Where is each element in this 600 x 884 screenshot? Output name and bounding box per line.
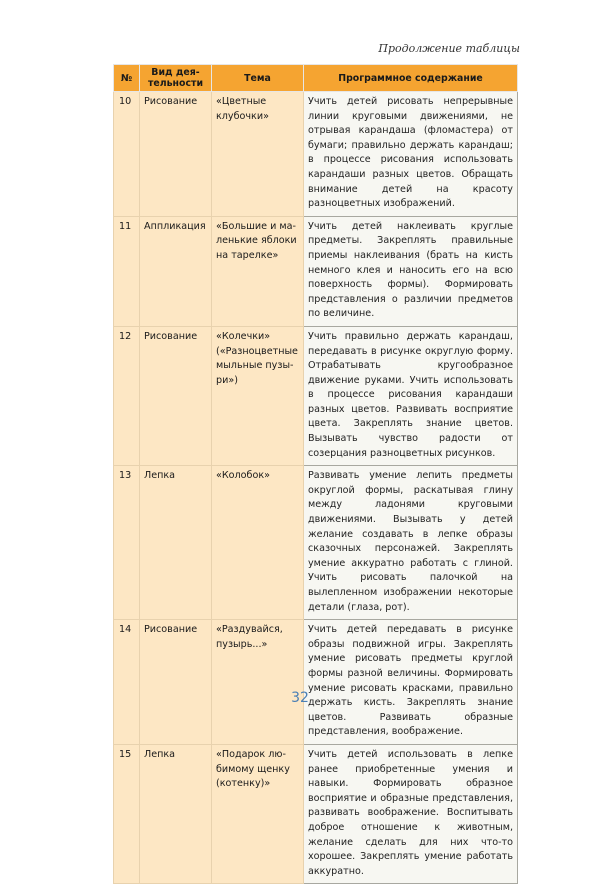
table-row — [114, 466, 518, 620]
row-content: Учить детей рисовать непрерывные линии круговыми движениями, не отрывая карандаша (фломастера) от бумаги; правильно держать карандаш; в процессе рисования использовать карандаши разных цветов. Обращать внимание детей на красоту разноцветных изображений. — [304, 92, 518, 217]
row-theme: «Колечки» («Разноцветные мыльные пузы- ри») — [212, 326, 304, 465]
row-content: Учить детей использовать в лепке ранее приобретенные умения и навыки. Формировать образное восприятие и образные представления, развивать воображение. Воспитывать доброе отношение к животным, желание сделать для них что-то хорошее. Закреплять умение работать аккуратно. — [304, 744, 518, 883]
table-row — [114, 216, 518, 326]
table-row — [114, 620, 518, 745]
row-content: Развивать умение лепить предметы округлой формы, раскатывая глину между ладонями круговыми движениями. Вызывать у детей желание создавать в лепке образы сказочных персонажей. Закреплять умение аккуратно работать с глиной. Учить рисовать палочкой на вылепленном изображении некоторые детали (глаза, рот). — [304, 466, 518, 620]
row-theme: «Колобок» — [212, 466, 304, 620]
table-row — [114, 326, 518, 465]
table-continuation-caption: Продолжение таблицы — [378, 42, 520, 55]
table-row — [114, 92, 518, 217]
row-theme: «Большие и ма- ленькие яблоки на тарелке» — [212, 216, 304, 326]
row-content: Учить детей передавать в рисунке образы подвижной игры. Закреплять умение рисовать предметы круглой формы разной величины. Формировать умение рисовать красками, правильно держать кисть. Закреплять знание цветов. Развивать образные представления, воображение. — [304, 620, 518, 745]
row-number: 15 — [114, 744, 140, 883]
header-content: Программное содержание — [304, 65, 518, 92]
header-theme: Тема — [212, 65, 304, 92]
page-number: 32 — [291, 690, 309, 706]
row-activity: Рисование — [140, 92, 212, 217]
header-num: № — [114, 65, 140, 92]
row-number: 12 — [114, 326, 140, 465]
row-theme: «Раздувайся, пузырь...» — [212, 620, 304, 745]
row-theme: «Цветные клубочки» — [212, 92, 304, 217]
row-content: Учить детей наклеивать круглые предметы. Закреплять правильные приемы наклеивания (брать на кисть немного клея и наносить его на всю поверхность формы). Формировать представления о различии предметов по величине. — [304, 216, 518, 326]
row-theme: «Подарок лю- бимому щенку (котенку)» — [212, 744, 304, 883]
table-row — [114, 744, 518, 883]
row-number: 11 — [114, 216, 140, 326]
row-number: 14 — [114, 620, 140, 745]
row-activity: Лепка — [140, 744, 212, 883]
row-activity: Лепка — [140, 466, 212, 620]
row-activity: Аппликация — [140, 216, 212, 326]
table-header-row — [114, 65, 518, 92]
row-activity: Рисование — [140, 326, 212, 465]
activity-table — [113, 64, 518, 884]
row-activity: Рисование — [140, 620, 212, 745]
header-activity: Вид дея- тельности — [140, 65, 212, 92]
row-number: 13 — [114, 466, 140, 620]
row-number: 10 — [114, 92, 140, 217]
row-content: Учить правильно держать карандаш, передавать в рисунке округлую форму. Отрабатывать кругообразное движение руками. Учить использовать в процессе рисования карандаши разных цветов. Развивать восприятие цвета. Закреплять знание цветов. Вызывать чувство радости от созерцания разноцветных рисунков. — [304, 326, 518, 465]
